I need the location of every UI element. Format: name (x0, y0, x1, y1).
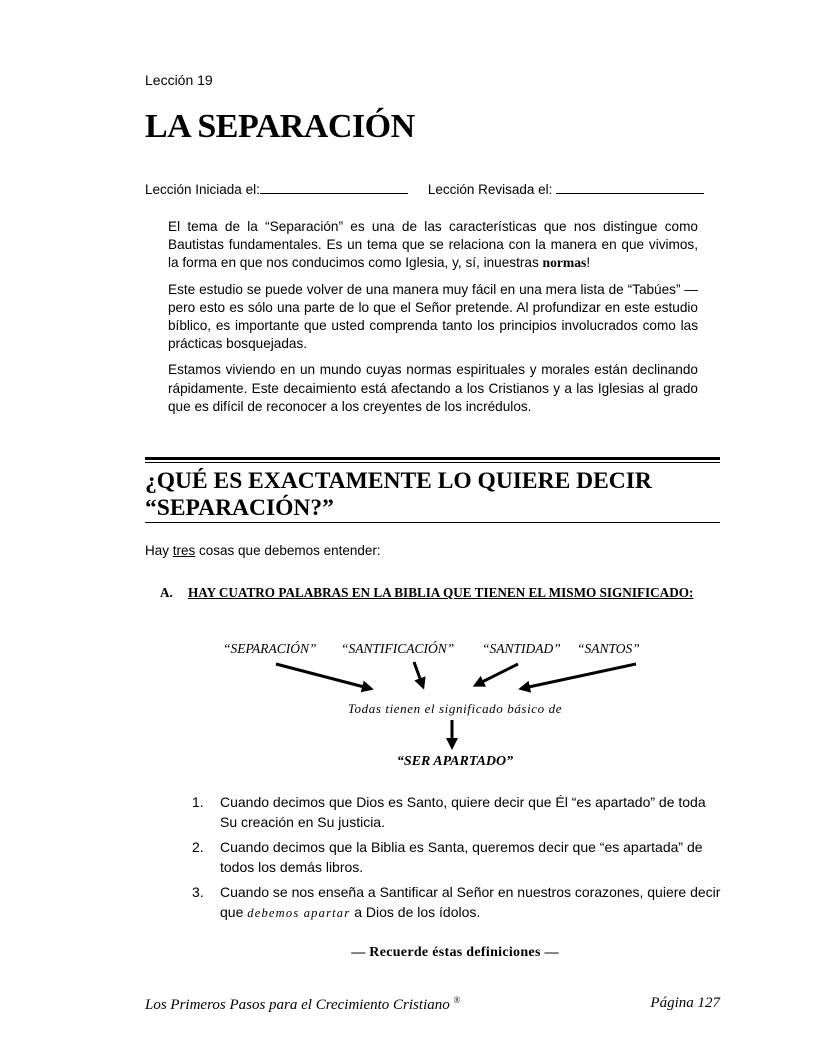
section-rule-bottom (145, 462, 720, 463)
section-rule-top (145, 457, 720, 460)
normas-emphasis: normas (542, 255, 587, 271)
word-santificacion: “SANTIFICACIÓN” (341, 641, 455, 656)
word-santos: “SANTOS” (577, 641, 640, 656)
three-underlined: tres (172, 543, 196, 558)
arrow-santificacion (414, 662, 422, 684)
section-intro: Hay tres cosas que debemos entender: (145, 543, 381, 558)
lesson-dates (145, 181, 704, 197)
intro-paragraph-2: Este estudio se puede volver de una manera muy fácil en una mera lista de “Tabúes” — pero esto es sólo una parte de lo que el Señor pretende. Al profundizar en este estudio bíblico, es importante que usted comprenda tanto los principios involucrados como las prácticas bosquejadas. (168, 281, 698, 352)
debemos-apartar-emphasis: debemos apartar (247, 906, 351, 920)
page-title: LA SEPARACIÓN (145, 108, 415, 145)
page-number: Página 127 (650, 995, 720, 1011)
registered-mark: ® (453, 995, 461, 1005)
list-item: 2. Cuando decimos que la Biblia es Santa, queremos decir que “es apartada” de todos los demás libros. (192, 839, 703, 875)
reviewed-date-line (556, 181, 704, 194)
list-item: 1. Cuando decimos que Dios es Santo, quiere decir que Él “es apartado” de toda Su creación en Su justicia. (192, 794, 706, 830)
intro-paragraph-3: Estamos viviendo en un mundo cuyas normas espirituales y morales están declinando rápidamente. Este decaimiento está afectando a los Cristianos y a las Iglesias al grado que es difícil de reconocer a los creyentes de los incrédulos. (168, 362, 698, 414)
subsection-title: HAY CUATRO PALABRAS EN LA BIBLIA QUE TIENEN EL MISMO SIGNIFICADO: (188, 585, 694, 600)
word-separacion: “SEPARACIÓN” (223, 641, 317, 656)
reviewed-label: Lección Revisada el: (427, 182, 553, 197)
section-heading (145, 468, 720, 523)
word-santidad: “SANTIDAD” (482, 641, 561, 656)
section-heading-line-1: ¿QUÉ ES EXACTAMENTE LO QUIERE DECIR (145, 468, 652, 494)
set-apart: “SER APARTADO” (396, 754, 514, 769)
started-label: Lección Iniciada el: (145, 182, 260, 197)
arrow-separacion (276, 664, 368, 688)
arrow-santidad (478, 664, 518, 684)
started-date-line (260, 181, 408, 194)
section-heading-line-2: “SEPARACIÓN?” (145, 495, 720, 523)
intro-text (168, 218, 698, 424)
definitions-list (192, 792, 722, 928)
intro-paragraph-1: El tema de la “Separación” es una de las características que nos distingue como Bautistas fundamentales. Es un tema que se relaciona con la manera en que vivimos, la forma en que nos conducimos como Iglesia, y, sí, inuestras normas! (168, 219, 698, 271)
subsection-letter: A. (160, 585, 173, 600)
list-item: 3. Cuando se nos enseña a Santificar al Señor en nuestros corazones, quiere decir que debemos apartar a Dios de los ídolos. (192, 884, 721, 920)
remember-note: — Recuerde éstas definiciones — (351, 945, 559, 960)
basic-meaning: Todas tienen el significado básico de (347, 701, 563, 716)
footer-book-title: Los Primeros Pasos para el Crecimiento Cristiano ® (145, 995, 461, 1013)
lesson-number: Lección 19 (145, 72, 213, 88)
arrow-santos (524, 664, 636, 688)
